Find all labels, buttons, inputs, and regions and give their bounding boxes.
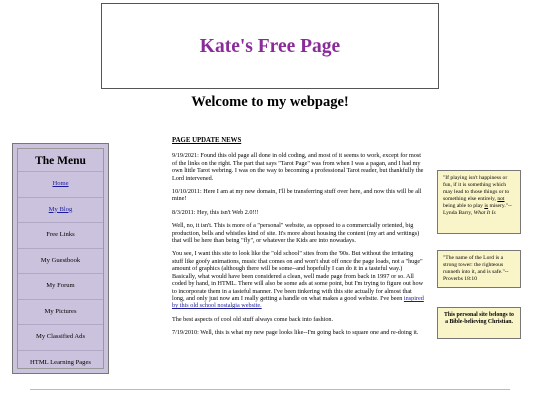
quote-text: being able to play — [443, 203, 485, 209]
news-entry — [172, 250, 425, 309]
main-content — [172, 137, 425, 343]
footer-divider — [30, 389, 510, 390]
menu-item-my-classified-ads[interactable]: My Classified Ads — [18, 324, 103, 349]
christian-site-badge — [437, 307, 521, 339]
menu-item-free-links[interactable]: Free Links — [18, 222, 103, 247]
nostalgia-website-link[interactable]: inspired by this old school nostalgia website. — [172, 294, 424, 310]
news-heading: PAGE UPDATE NEWS — [172, 137, 242, 144]
news-entry: 9/19/2021: Found this old page all done in old coding, and most of it seems to work, except for most of the links on the right. The part that says "Tarot Page" was from when I was a pagan, and I had my own little Tarot webring. I was on the way to becoming a professional Tarot reader, but thankfully the Lord intervened. — [172, 152, 424, 182]
site-title: Kate's Free Page — [199, 36, 341, 57]
menu-title: The Menu — [35, 155, 86, 167]
menu-item-home[interactable]: Home — [18, 171, 103, 196]
menu-item-html-learning-pages[interactable]: HTML Learning Pages — [18, 350, 103, 375]
header-banner — [101, 3, 439, 89]
quote-text: "If playing isn't happiness or fun, if it is something which may lead to those things or to something else entirely, — [443, 175, 510, 202]
welcome-heading: Welcome to my webpage! — [191, 94, 349, 110]
news-entry: 7/19/2010: Well, this is what my new page looks like--I'm going back to square one and re-doing it. — [172, 329, 419, 337]
quote-box-proverbs — [437, 250, 521, 288]
quote-emphasis: not — [497, 196, 505, 202]
quote-emphasis: is — [484, 203, 489, 209]
news-entry: Well, no, it isn't. This is more of a "personal" website, as opposed to a commercially oriented, big production, bells and whistles kind of site. It's more about housing the content (my art and writings) that will be here than being "fly", or whatever the Kids are into nowadays. — [172, 222, 420, 245]
quote-source: What It Is — [473, 210, 496, 216]
quote-box-lynda-barry — [437, 170, 521, 234]
menu-panel — [12, 143, 109, 374]
news-entry: The best aspects of cool old stuff always come back into fashion. — [172, 315, 334, 323]
quote-text: "The name of the Lord is a strong tower: the righteous runneth into it, and is safe."--Proverbs 18:10 — [443, 255, 509, 282]
quote-text: misery."--Lynda Barry, — [443, 203, 512, 216]
badge-text: This personal site belongs to a Bible-believing Christian. — [444, 312, 514, 325]
menu-item-my-blog[interactable]: My Blog — [18, 197, 103, 222]
news-entry: 8/3/2011: Hey, this isn't Web 2.0!!! — [172, 208, 259, 216]
news-entry: 10/10/2011: Here I am at my new domain, I'll be transferring stuff over here, and now this will be all mine! — [172, 188, 422, 203]
menu-item-my-forum[interactable]: My Forum — [18, 273, 103, 298]
menu-item-my-guestbook[interactable]: My Guestbook — [18, 248, 103, 273]
news-text: You see, I want this site to look like the "old school" sites from the '90s. But without the irritating stuff like goofy animations, music that comes on and won't shut off once the page loads, not a "huge" amount of graphics (although there will be some--and hopefully I can do it in a tasteful way.) Basically, what would have been considered a clean, well made page from back in 1997 or so. All coded by hand, in HTML. There will also be some ads at some point, but I'm trying to figure out how to incorporate them in a tasteful manner. I've been tinkering with this site actually for almost that long, and only just now am I really getting a handle on what makes a good website. I've been — [172, 250, 424, 302]
menu-frame — [17, 148, 104, 369]
menu-item-my-pictures[interactable]: My Pictures — [18, 299, 103, 324]
